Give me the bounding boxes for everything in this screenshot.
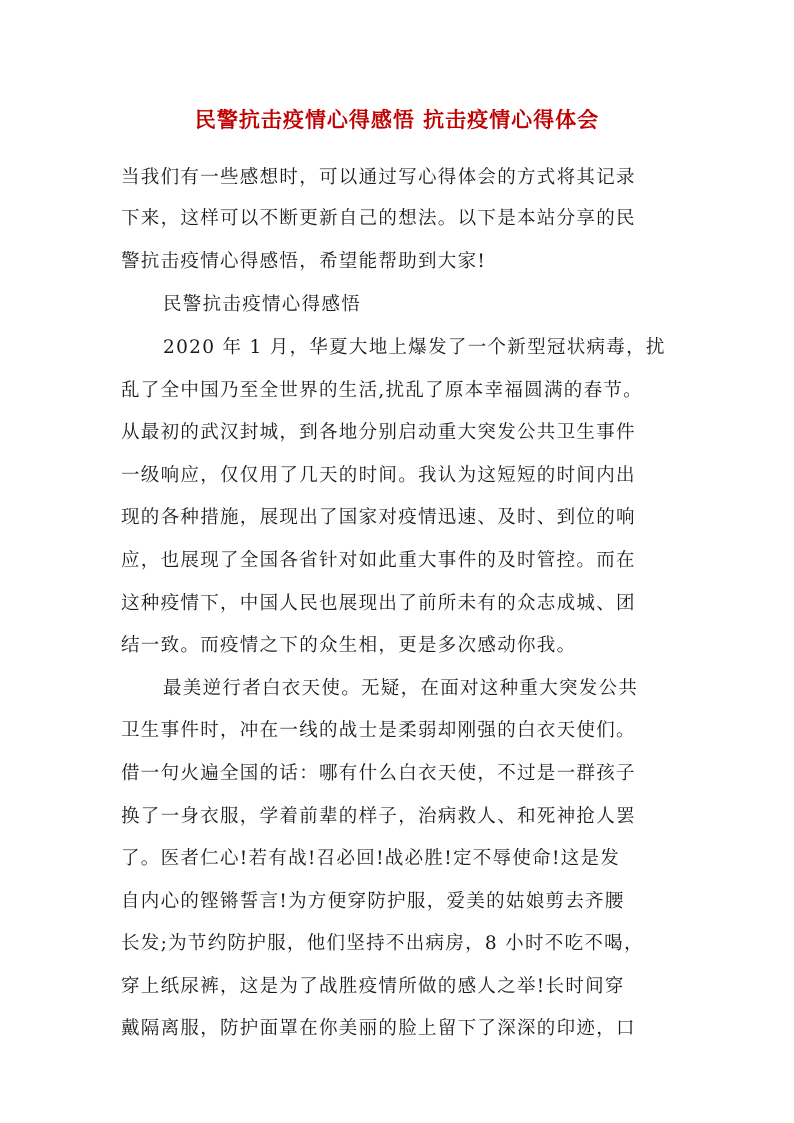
text-line: 乱了全中国乃至全世界的生活,扰乱了原本幸福圆满的春节。 bbox=[121, 380, 643, 401]
text-line: 了。医者仁心!若有战!召必回!战必胜!定不辱使命!这是发 bbox=[121, 848, 621, 869]
text-line: 最美逆行者白衣天使。无疑，在面对这种重大突发公共 bbox=[163, 678, 639, 699]
text-line: 自内心的铿锵誓言!为方便穿防护服，爱美的姑娘剪去齐腰 bbox=[121, 891, 625, 912]
text-line: 戴隔离服，防护面罩在你美丽的脸上留下了深深的印迹，口 bbox=[121, 1018, 636, 1039]
text-line: 从最初的武汉封城，到各地分别启动重大突发公共卫生事件 bbox=[121, 422, 636, 443]
text-line: 换了一身衣服，学着前辈的样子，治病救人、和死神抢人罢 bbox=[121, 806, 636, 827]
text-line: 当我们有一些感想时，可以通过写心得体会的方式将其记录 bbox=[121, 167, 636, 188]
text-line: 一级响应，仅仅用了几天的时间。我认为这短短的时间内出 bbox=[121, 465, 636, 486]
page-title: 民警抗击疫情心得感悟 抗击疫情心得体会 bbox=[194, 107, 600, 132]
text-line: 2020 年 1 月，华夏大地上爆发了一个新型冠状病毒，扰 bbox=[163, 337, 666, 358]
text-line: 这种疫情下，中国人民也展现出了前所未有的众志成城、团 bbox=[121, 593, 636, 614]
text-line: 卫生事件时，冲在一线的战士是柔弱却刚强的白衣天使们。 bbox=[121, 720, 636, 741]
text-line: 穿上纸尿裤，这是为了战胜疫情所做的感人之举!长时间穿 bbox=[121, 976, 625, 997]
text-line: 下来，这样可以不断更新自己的想法。以下是本站分享的民 bbox=[121, 208, 636, 229]
text-line: 借一句火遍全国的话：哪有什么白衣天使，不过是一群孩子 bbox=[121, 763, 636, 784]
section-heading: 民警抗击疫情心得感悟 bbox=[163, 294, 362, 315]
text-line: 警抗击疫情心得感悟，希望能帮助到大家! bbox=[121, 251, 487, 272]
text-line: 现的各种措施，展现出了国家对疫情迅速、及时、到位的响 bbox=[121, 507, 636, 528]
text-line: 结一致。而疫情之下的众生相，更是多次感动你我。 bbox=[121, 635, 577, 656]
text-line: 长发;为节约防护服，他们坚持不出病房，8 小时不吃不喝， bbox=[121, 933, 644, 954]
text-line: 应，也展现了全国各省针对如此重大事件的及时管控。而在 bbox=[121, 550, 636, 571]
